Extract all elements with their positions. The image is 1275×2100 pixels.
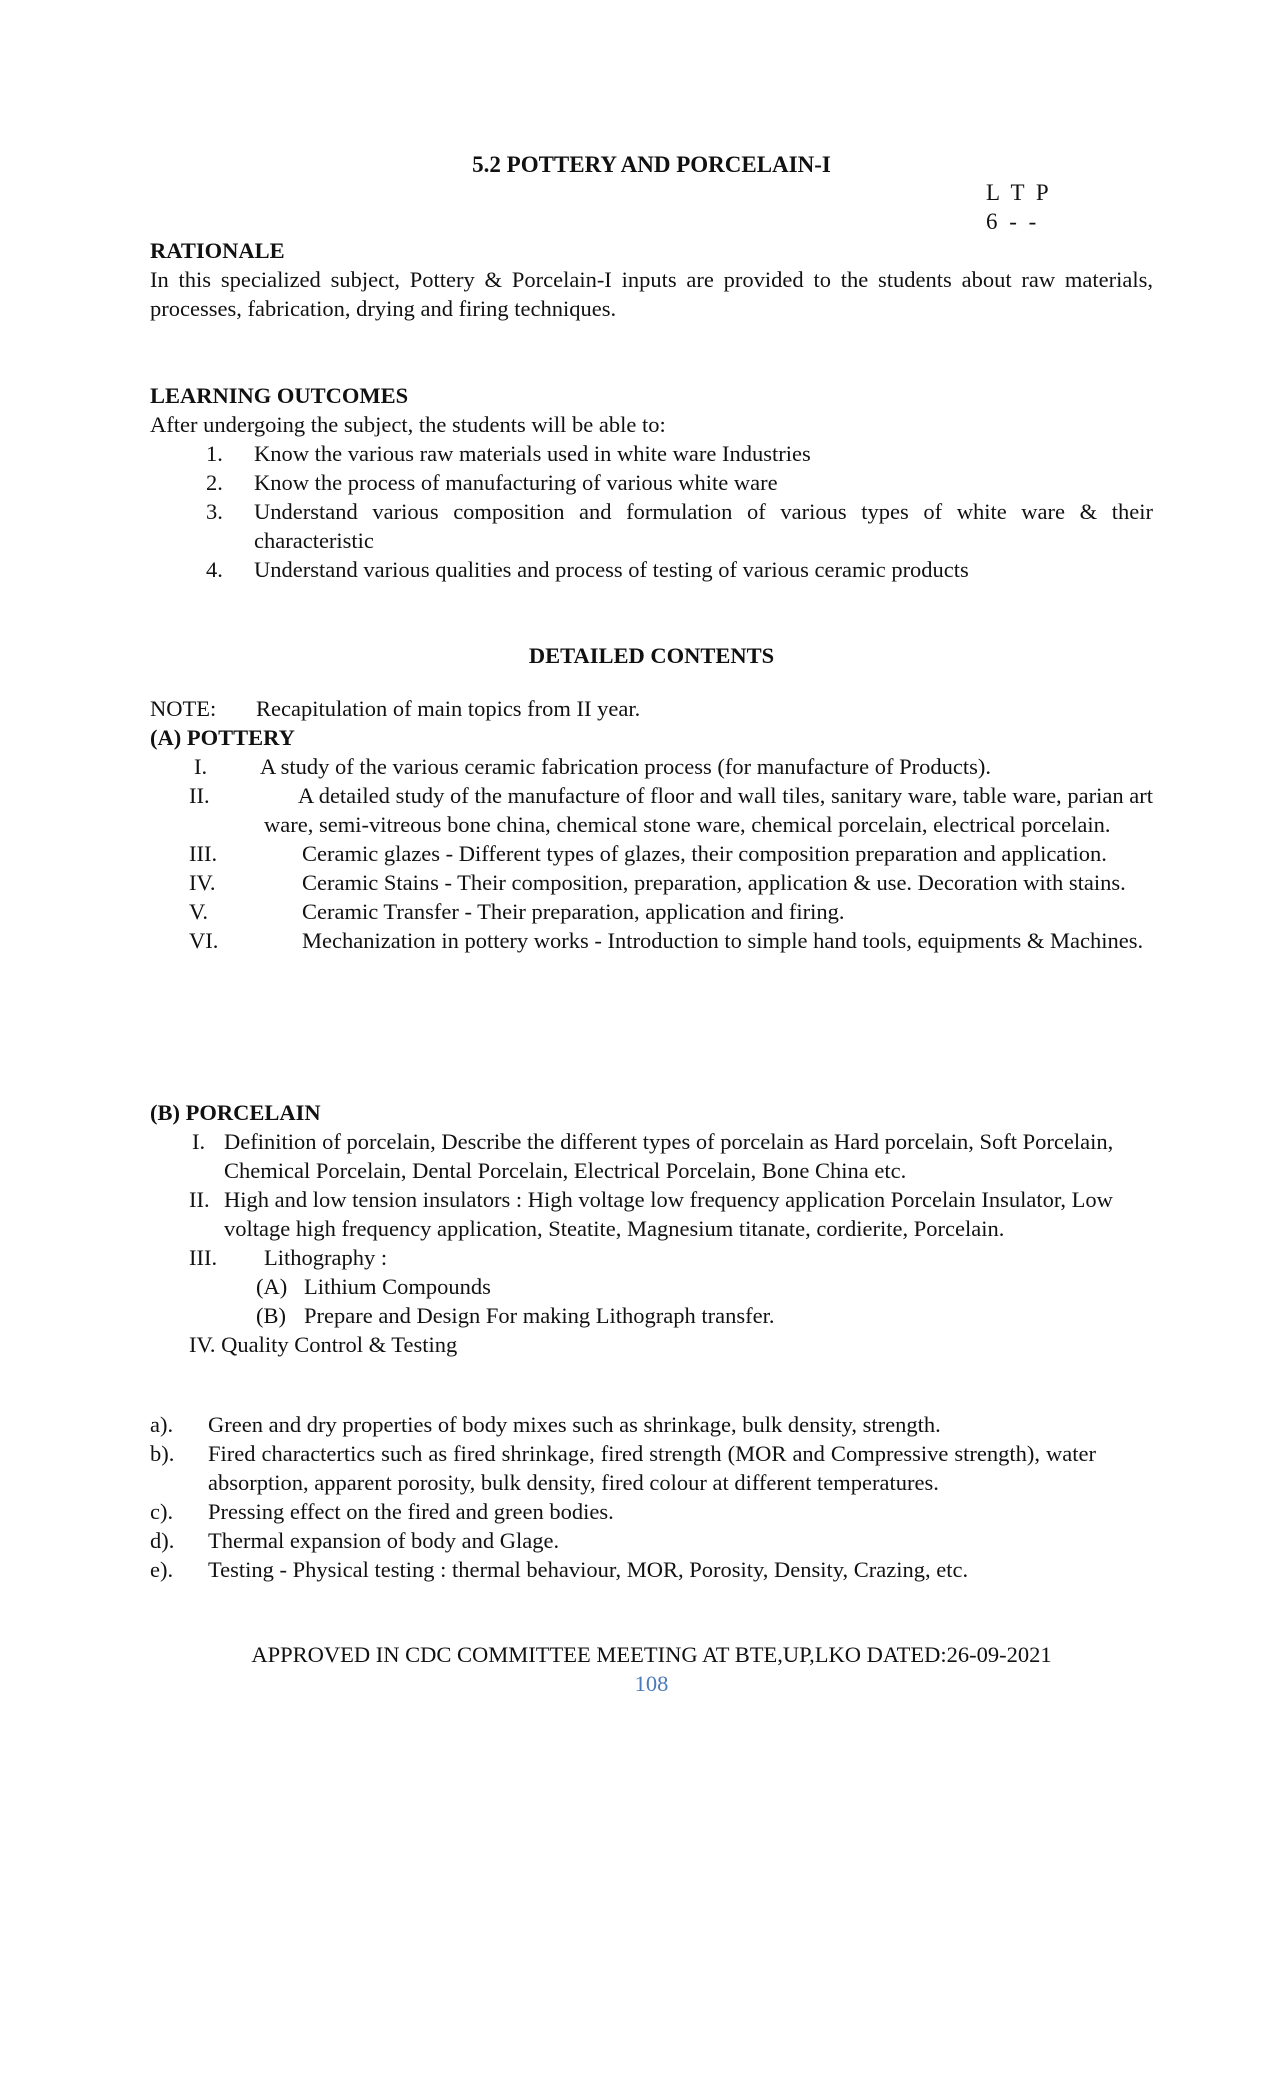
learning-outcomes-section (150, 381, 1153, 584)
rationale-section (150, 236, 1153, 323)
list-text: Know the process of manufacturing of various white ware (254, 470, 778, 495)
list-item (150, 868, 1153, 897)
list-number: e). (150, 1557, 174, 1582)
list-item (150, 1185, 1153, 1243)
list-number: VI. (189, 928, 219, 953)
list-number: I. (192, 1129, 206, 1154)
list-item (150, 1439, 1096, 1497)
rationale-heading: RATIONALE (150, 238, 285, 263)
list-text: Understand various composition and formulation of various types of white ware & their characteristic (254, 499, 1153, 553)
list-number: V. (189, 899, 208, 924)
list-item (150, 468, 1153, 497)
list-item (150, 1555, 1096, 1584)
list-text: Ceramic Transfer - Their preparation, application and firing. (302, 899, 845, 924)
list-number: III. (189, 841, 218, 866)
list-number: b). (150, 1441, 175, 1466)
list-item (150, 1526, 1096, 1555)
note-text: Recapitulation of main topics from II year. (256, 696, 641, 721)
list-text: Thermal expansion of body and Glage. (208, 1528, 560, 1553)
list-text: Understand various qualities and process of testing of various ceramic products (254, 557, 969, 582)
list-text: Lithography : (264, 1245, 388, 1270)
list-text: Testing - Physical testing : thermal behaviour, MOR, Porosity, Density, Crazing, etc. (208, 1557, 969, 1582)
learning-outcomes-heading: LEARNING OUTCOMES (150, 383, 409, 408)
ltp-header: L T P (986, 180, 1049, 205)
list-text: Fired charactertics such as fired shrinkage, fired strength (MOR and Compressive strength), water absorption, apparent porosity, bulk density, fired colour at different temperatures. (208, 1441, 1096, 1495)
list-number: a). (150, 1412, 174, 1437)
list-text: Mechanization in pottery works - Introduction to simple hand tools, equipments & Machines. (302, 928, 1144, 953)
list-text: High and low tension insulators : High voltage low frequency application Porcelain Insulator, Low voltage high frequency application, Steatite, Magnesium titanate, cordierite, Porcelain. (224, 1187, 1113, 1241)
list-item (150, 497, 1153, 555)
learning-outcomes-intro: After undergoing the subject, the students will be able to: (150, 412, 666, 437)
list-item (150, 439, 1153, 468)
note-line (150, 694, 1153, 723)
list-text: A detailed study of the manufacture of floor and wall tiles, sanitary ware, table ware, parian art ware, semi-vitreous bone china, chemical stone ware, chemical porcelain, electrical porcelain. (264, 783, 1153, 837)
list-item (150, 1243, 1153, 1272)
list-number: c). (150, 1499, 174, 1524)
list-text: Definition of porcelain, Describe the different types of porcelain as Hard porcelain, Soft Porcelain, Chemical Porcelain, Dental Porcelain, Electrical Porcelain, Bone China etc. (224, 1129, 1114, 1183)
pottery-section (150, 723, 1153, 955)
pottery-heading: (A) POTTERY (150, 725, 295, 750)
list-item (150, 1301, 1153, 1330)
list-number: 3. (206, 499, 223, 524)
list-text: Ceramic glazes - Different types of glazes, their composition preparation and application. (302, 841, 1107, 866)
list-item (150, 897, 1153, 926)
ltp-values: 6 - - (986, 209, 1037, 234)
list-number: IV. (189, 870, 216, 895)
list-text: Prepare and Design For making Lithograph transfer. (304, 1303, 775, 1328)
list-text: Ceramic Stains - Their composition, preparation, application & use. Decoration with stains. (302, 870, 1126, 895)
list-text: Know the various raw materials used in white ware Industries (254, 441, 811, 466)
list-number: III. (189, 1245, 218, 1270)
list-number: 1. (206, 441, 223, 466)
list-number: I. (194, 754, 208, 779)
rationale-text: In this specialized subject, Pottery & Porcelain-I inputs are provided to the students about raw materials, processes, fabrication, drying and firing techniques. (150, 267, 1153, 321)
list-number: 2. (206, 470, 223, 495)
list-text: A study of the various ceramic fabrication process (for manufacture of Products). (260, 754, 991, 779)
list-text: Lithium Compounds (304, 1274, 491, 1299)
detailed-contents-heading: DETAILED CONTENTS (528, 643, 775, 668)
list-number: II. (189, 1187, 210, 1212)
list-item (150, 781, 1153, 839)
list-item (150, 752, 1153, 781)
list-item (150, 1272, 1153, 1301)
list-item (150, 1127, 1153, 1185)
porcelain-section (150, 1098, 1153, 1359)
page-title: 5.2 POTTERY AND PORCELAIN-I (472, 152, 831, 177)
quality-control-item: IV. Quality Control & Testing (189, 1332, 458, 1357)
note-label: NOTE: (150, 696, 217, 721)
list-item (150, 555, 1153, 584)
list-item (150, 926, 1153, 955)
list-number: II. (189, 783, 210, 808)
list-text: Pressing effect on the fired and green bodies. (208, 1499, 614, 1524)
list-number: (A) (256, 1274, 288, 1299)
page-number: 108 (634, 1671, 669, 1696)
porcelain-heading: (B) PORCELAIN (150, 1100, 321, 1125)
list-item (150, 1497, 1096, 1526)
list-number: (B) (256, 1303, 286, 1328)
list-text: Green and dry properties of body mixes such as shrinkage, bulk density, strength. (208, 1412, 941, 1437)
list-item (150, 1410, 1096, 1439)
testing-list (150, 1410, 1096, 1584)
list-number: d). (150, 1528, 175, 1553)
list-number: 4. (206, 557, 223, 582)
approval-footer: APPROVED IN CDC COMMITTEE MEETING AT BTE,UP,LKO DATED:26-09-2021 (251, 1642, 1052, 1667)
list-item (150, 839, 1153, 868)
